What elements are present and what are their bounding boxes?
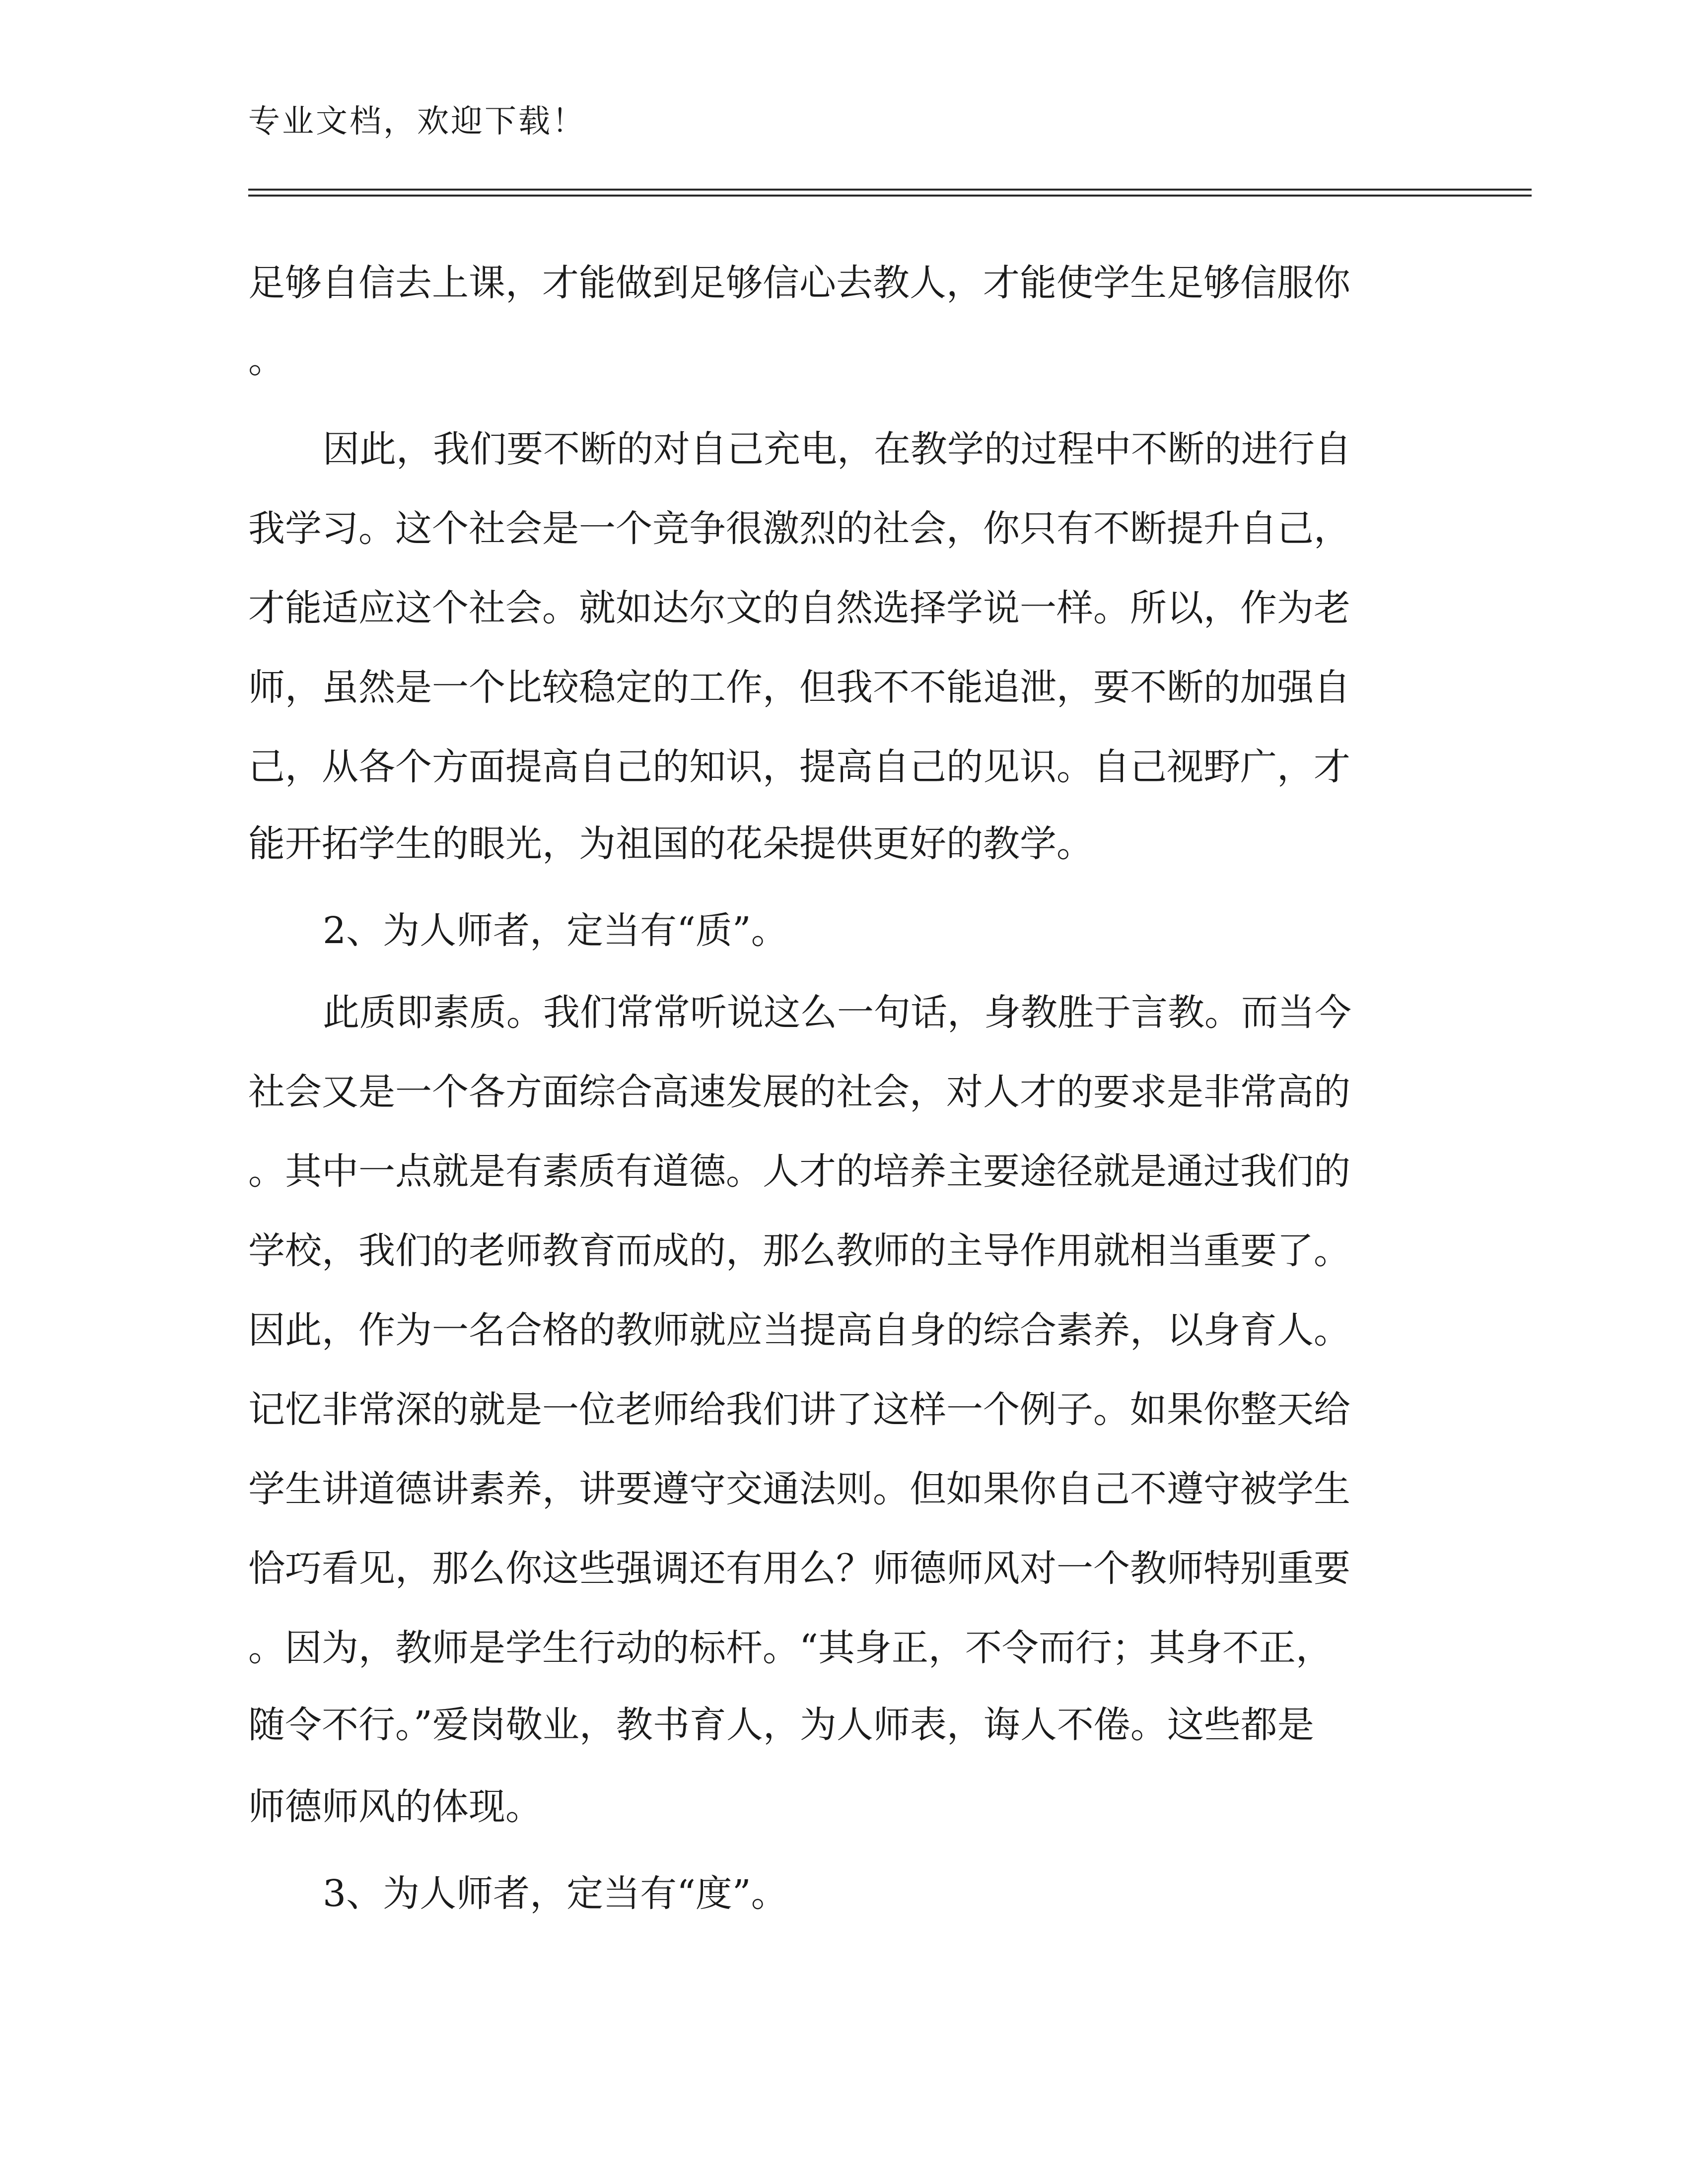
text-line: 己，从各个方面提高自己的知识，提高自己的见识。自己视野广，才 [248,746,1350,788]
text-line: 学生讲道德讲素养，讲要遵守交通法则。但如果你自己不遵守被学生 [248,1468,1350,1510]
section-heading: 3、为人师者，定当有“度”。 [323,1872,788,1915]
text-line: 师德师风的体现。 [248,1785,542,1828]
text-line: 此质即素质。我们常常听说这么一句话，身教胜于言教。而当今 [323,991,1351,1034]
text-line: 。因为，教师是学生行动的标杆。“其身正，不令而行；其身不正， [248,1627,1333,1669]
text-line: 随令不行。”爱岗敬业，教书育人，为人师表，诲人不倦。这些都是 [248,1704,1314,1746]
text-line: 。 [248,339,285,381]
text-line: 学校，我们的老师教育而成的，那么教师的主导作用就相当重要了。 [248,1229,1350,1272]
text-line: 。其中一点就是有素质有道德。人才的培养主要途径就是通过我们的 [248,1150,1350,1193]
header-rule-top [248,189,1532,191]
text-line: 才能适应这个社会。就如达尔文的自然选择学说一样。所以，作为老 [248,587,1350,629]
text-line: 记忆非常深的就是一位老师给我们讲了这样一个例子。如果你整天给 [248,1388,1350,1431]
text-line: 社会又是一个各方面综合高速发展的社会，对人才的要求是非常高的 [248,1071,1350,1113]
text-line: 师，虽然是一个比较稳定的工作，但我不不能追泄，要不断的加强自 [248,666,1350,709]
text-line: 因此，我们要不断的对自己充电，在教学的过程中不断的进行自 [323,428,1351,471]
text-line: 我学习。这个社会是一个竞争很激烈的社会，你只有不断提升自己， [248,507,1350,550]
section-heading: 2、为人师者，定当有“质”。 [323,909,788,952]
page-header: 专业文档，欢迎下载！ [248,103,586,140]
text-line: 能开拓学生的眼光，为祖国的花朵提供更好的教学。 [248,822,1093,865]
text-line: 恰巧看见，那么你这些强调还有用么？师德师风对一个教师特别重要 [248,1547,1350,1590]
text-line: 足够自信去上课，才能做到足够信心去教人，才能使学生足够信服你 [248,262,1350,304]
header-rule-bottom [248,195,1532,197]
text-line: 因此，作为一名合格的教师就应当提高自身的综合素养，以身育人。 [248,1309,1350,1352]
